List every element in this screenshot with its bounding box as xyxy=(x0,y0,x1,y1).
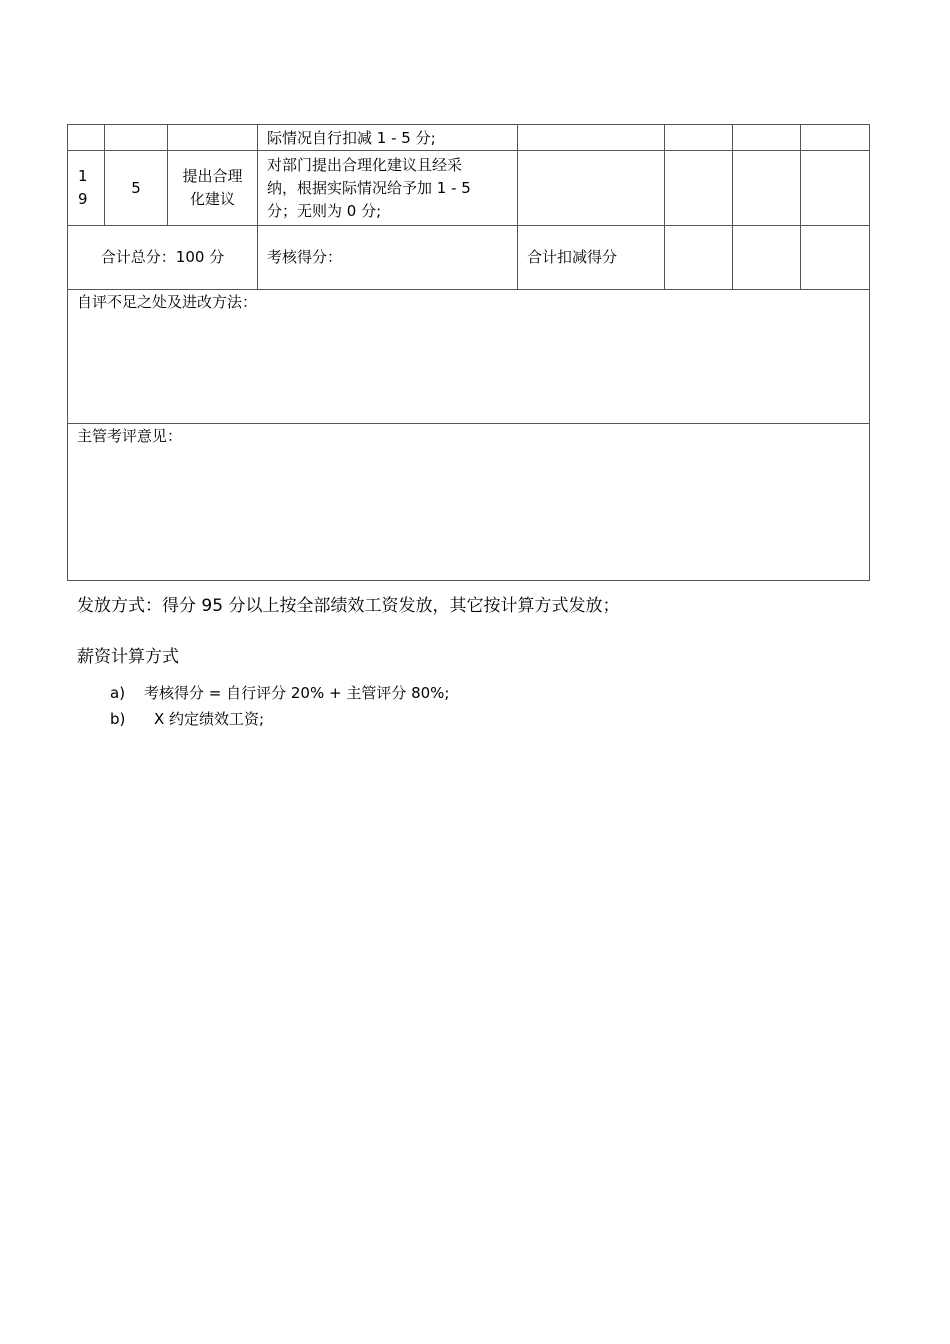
score-cell xyxy=(665,151,733,226)
self-review-label: 自评不足之处及进改方法： xyxy=(77,293,258,311)
criteria-line: 分；无则为 0 分; xyxy=(267,201,382,220)
points-cell xyxy=(105,151,168,226)
total-deduction-cell xyxy=(518,226,665,290)
list-marker: b) xyxy=(110,710,126,728)
list-marker: a) xyxy=(110,684,126,702)
table-row xyxy=(68,125,870,151)
manager-review-label: 主管考评意见： xyxy=(77,427,183,445)
points-cell xyxy=(105,125,168,151)
release-method-text: 发放方式：得分 95 分以上按全部绩效工资发放，其它按计算方式发放； xyxy=(77,596,620,616)
formula-text: X 约定绩效工资; xyxy=(154,710,265,728)
score-cell xyxy=(733,226,801,290)
row-number-digit: 9 xyxy=(78,190,88,208)
number-cell xyxy=(68,125,105,151)
manager-review-row xyxy=(68,424,870,581)
total-points-label: 合计总分：100 分 xyxy=(100,248,225,266)
criteria-line: 对部门提出合理化建议且经采 xyxy=(267,155,463,174)
score-cell xyxy=(801,226,870,290)
evaluation-table xyxy=(67,124,870,581)
criteria-continued-text: 际情况自行扣减 1 - 5 分; xyxy=(267,128,436,147)
score-cell xyxy=(733,125,801,151)
row-number-digit: 1 xyxy=(78,167,88,185)
number-cell xyxy=(68,151,105,226)
total-deduction-label: 合计扣减得分 xyxy=(527,248,618,266)
note-cell xyxy=(518,151,665,226)
item-name-line: 化建议 xyxy=(189,190,235,208)
item-cell xyxy=(168,125,258,151)
score-cell xyxy=(801,151,870,226)
criteria-line: 纳，根据实际情况给予加 1 - 5 xyxy=(267,178,471,197)
points-value: 5 xyxy=(131,178,141,197)
score-cell xyxy=(665,226,733,290)
score-cell xyxy=(665,125,733,151)
formula-text: 考核得分 = 自行评分 20% + 主管评分 80%; xyxy=(144,684,450,702)
assessment-score-label: 考核得分： xyxy=(267,248,343,266)
item-cell xyxy=(168,151,258,226)
salary-calculation-heading: 薪资计算方式 xyxy=(77,647,179,667)
item-name-line: 提出合理 xyxy=(182,167,243,185)
self-review-cell xyxy=(68,290,870,424)
criteria-cell xyxy=(258,125,518,151)
criteria-cell xyxy=(258,151,518,226)
score-cell xyxy=(733,151,801,226)
assessment-score-cell xyxy=(258,226,518,290)
score-cell xyxy=(801,125,870,151)
self-review-row xyxy=(68,290,870,424)
manager-review-cell xyxy=(68,424,870,581)
total-points-cell xyxy=(68,226,258,290)
table-row xyxy=(68,151,870,226)
note-cell xyxy=(518,125,665,151)
total-row xyxy=(68,226,870,290)
